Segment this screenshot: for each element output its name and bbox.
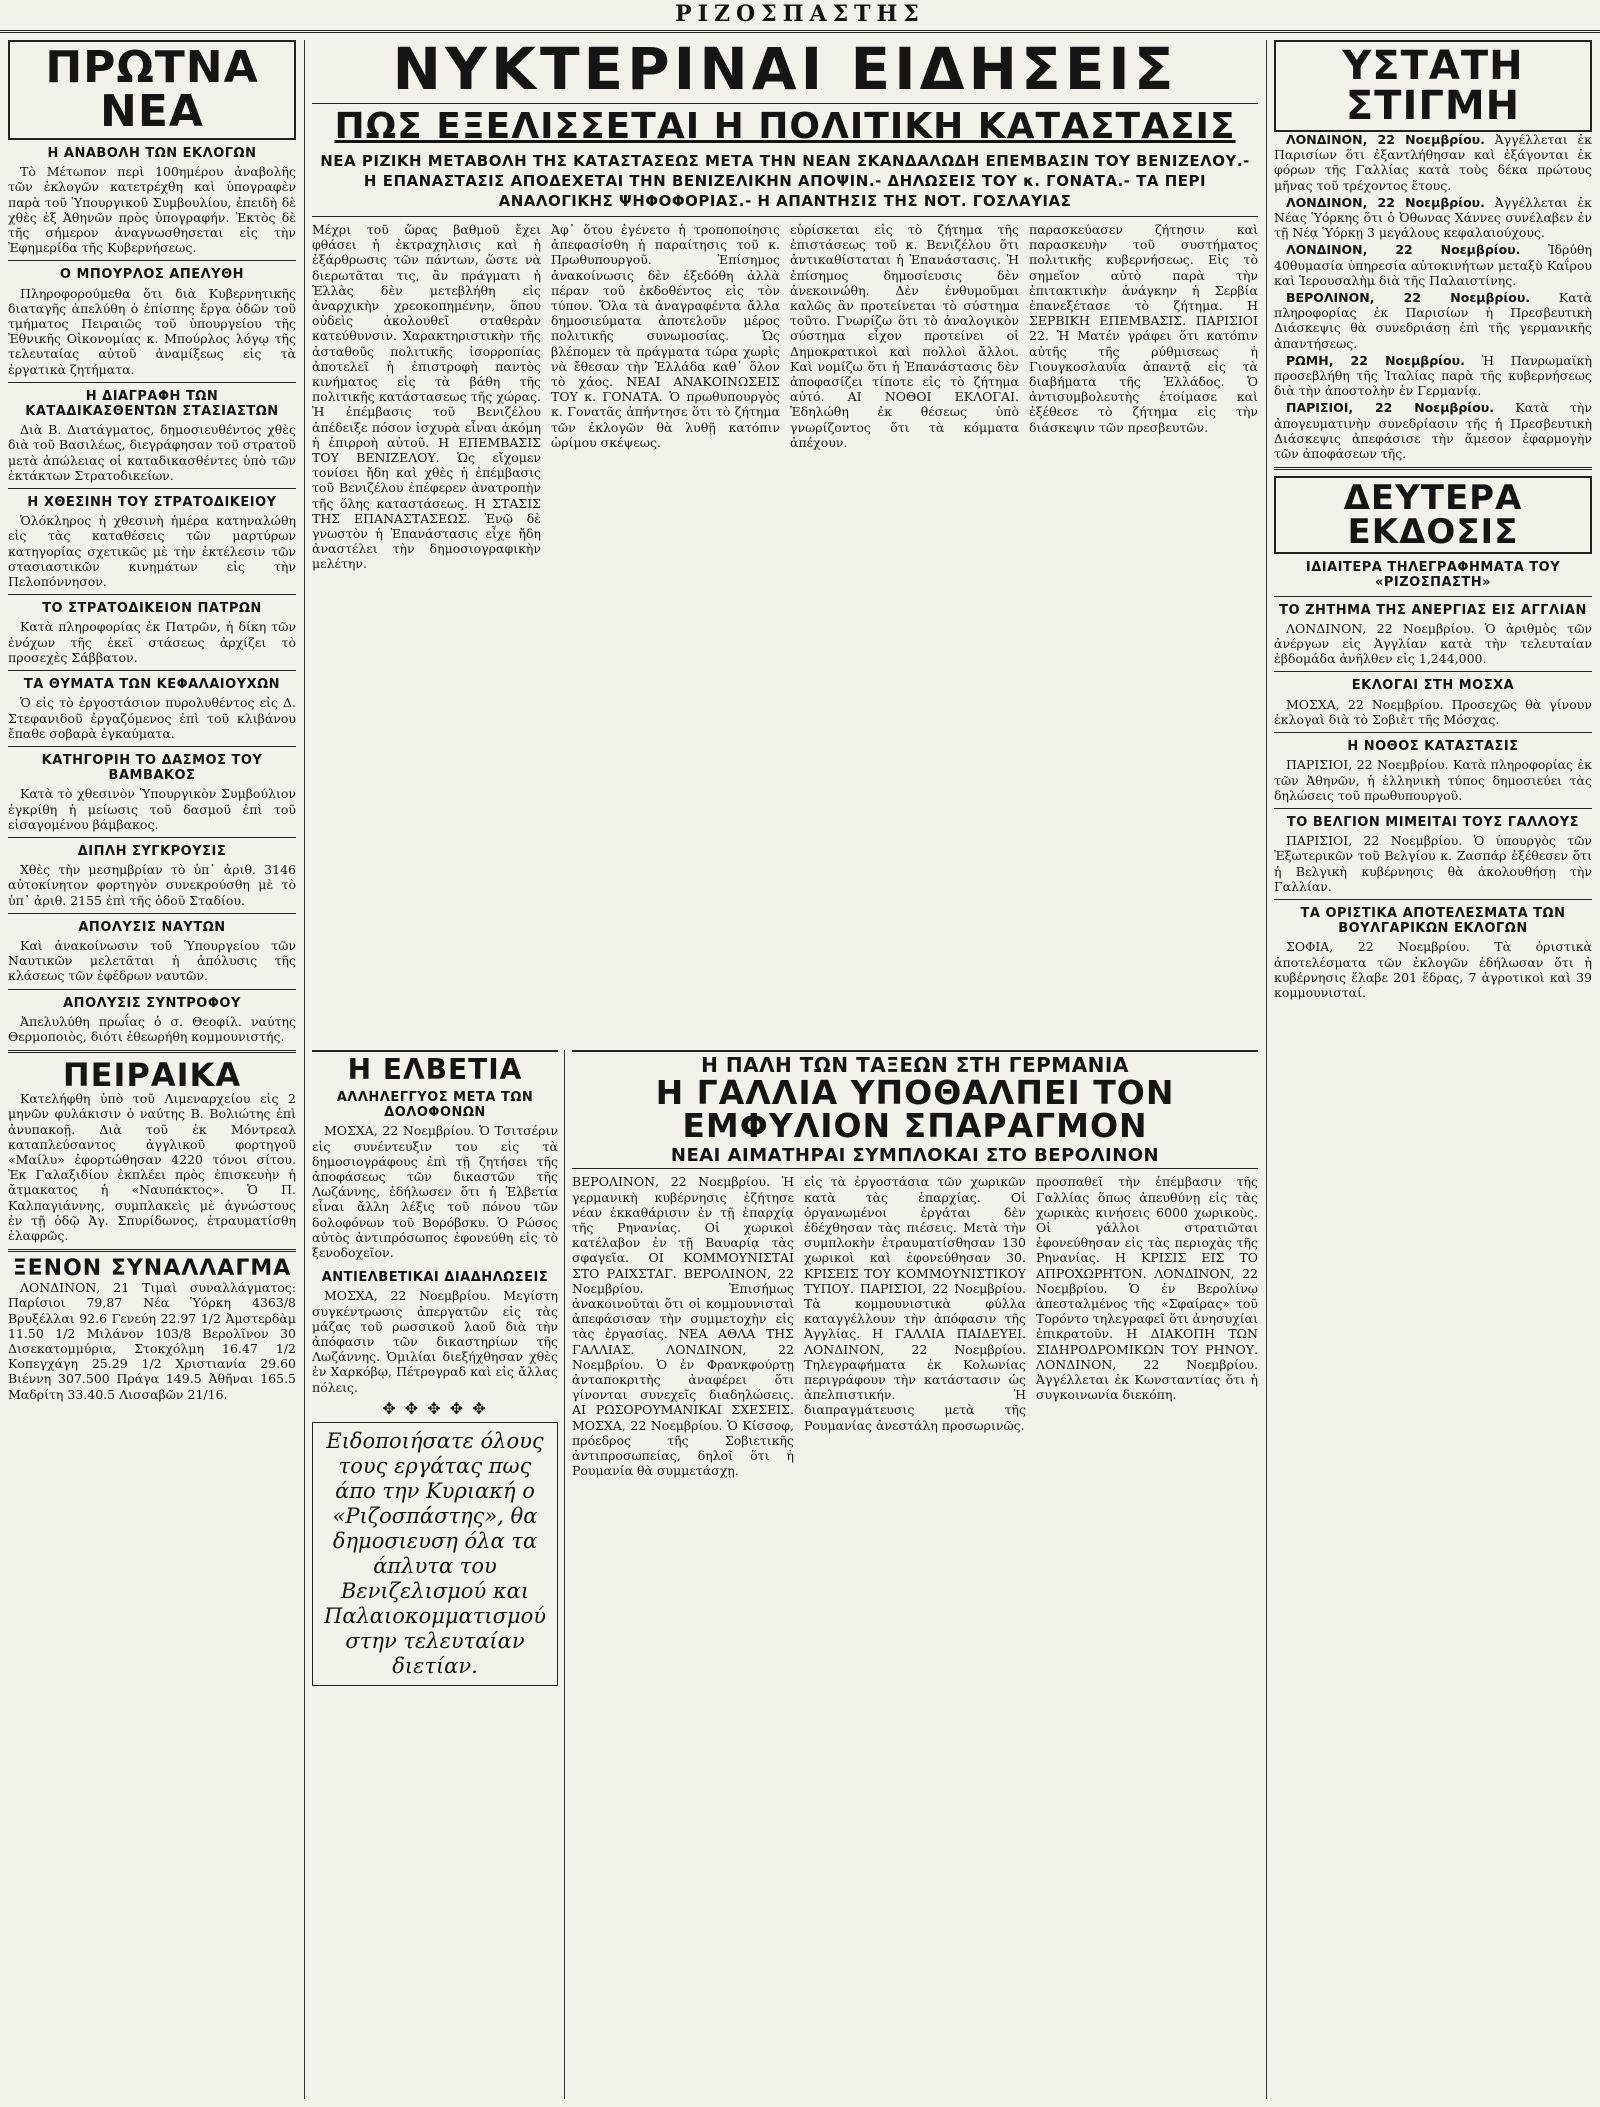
news-dateline: ΠΑΡΙΣΙΟΙ, 22 Νοεμβρίου. xyxy=(1286,400,1494,416)
section-head: ΑΠΟΛΥΣΙΣ ΝΑΥΤΩΝ xyxy=(78,919,226,935)
deutera-item-head: ΤΟ ΖΗΤΗΜΑ ΤΗΣ ΑΝΕΡΓΙΑΣ ΕΙΣ ΑΓΓΛΙΑΝ xyxy=(1279,602,1587,618)
section-body: Κατὰ τὸ χθεσινὸν Ὑπουργικὸν Συμβούλιον ἐγκρίθη ἡ μείωσις τοῦ δασμοῦ ἐπὶ τοῦ εἰσαγομένου βάμβακος. xyxy=(8,786,296,832)
ornament: ✥ ✥ ✥ ✥ ✥ xyxy=(382,1398,488,1418)
divider xyxy=(8,1050,296,1053)
deutera-item-head: ΤΑ ΟΡΙΣΤΙΚΑ ΑΠΟΤΕΛΕΣΜΑΤΑ ΤΩΝ ΒΟΥΛΓΑΡΙΚΩΝ ΕΚΛΟΓΩΝ xyxy=(1300,905,1566,937)
divider xyxy=(8,594,296,595)
section-body: Πληροφορούμεθα ὅτι διὰ Κυβερνητικῆς διαταγῆς ἀπελύθη ὁ ἐπίσπης ἔργα ὁδῶν τοῦ τμήματος Πειραιῶς τοῦ ὑπουργείου τῆς Ἐθνικῆς Οἰκονομίας κ. Μπούρλος λόγῳ τῆς τελευταίας αὐτοῦ ἀναμίξεως εἰς τὰ ἐργατικὰ ζητήματα. xyxy=(8,285,296,377)
divider xyxy=(8,837,296,838)
germania-kicker: Η ΠΑΛΗ ΤΩΝ ΤΑΞΕΩΝ ΣΤΗ ΓΕΡΜΑΝΙΑ xyxy=(701,1053,1129,1077)
divider xyxy=(8,670,296,671)
appeal-box: Ειδοποιήσατε όλους τους εργάτας πως άπο την Κυριακή ο «Ριζοσπάστης», θα δημοσιευση όλα τα άπλυτα του Βενιζελισμού και Παλαιοκομματισμού στην τελευταίαν διετίαν. xyxy=(312,1422,558,1686)
germania-col-2: εἰς τὰ ἐργοστάσια τῶν χωρικῶν κατὰ τὰς ἐπαρχίας. Οἱ ὀργανωμένοι ἐργάται δὲν ἐδέχθησαν τὰς πιέσεις. Μετὰ τὴν συμπλοκὴν ἐτραυματίσθησαν 130 χωρικοὶ καὶ ἐφονεύθησαν 30. ΚΡΙΣΕΙΣ ΤΟΥ ΚΟΜΜΟΥΝΙΣΤΙΚΟΥ ΤΥΠΟΥ. ΠΑΡΙΣΙΟΙ, 22 Νοεμβρίου. Τὰ κομμουνιστικὰ φύλλα καταγγέλλουν τὴν ἀπόφασιν τῆς Ἀγγλίας. Η ΓΑΛΛΙΑ ΠΑΙΔΕΥΕΙ. ΛΟΝΔΙΝΟΝ, 22 Νοεμβρίου. Τηλεγραφήματα ἐκ Κολωνίας περιγράφουν τὴν κατάστασιν ὡς ἀπελπιστικήν. Ἡ διαπραγμάτευσις μετὰ τῆς Ρουμανίας ἀνεστάλη προσωρινῶς. xyxy=(804,1174,1026,1433)
germania-headline: Η ΓΑΛΛΙΑ ΥΠΟΘΑΛΠΕΙ ΤΟΝ ΕΜΦΥΛΙΟΝ ΣΠΑΡΑΓΜΟΝ xyxy=(655,1073,1175,1146)
news-dateline: ΛΟΝΔΙΝΟΝ, 22 Νοεμβρίου. xyxy=(1286,242,1521,258)
divider xyxy=(8,488,296,489)
divider xyxy=(1274,732,1592,733)
news-item xyxy=(1274,195,1592,241)
divider xyxy=(572,1168,1258,1169)
divider xyxy=(8,989,296,990)
antieb-body: ΜΟΣΧΑ, 22 Νοεμβρίου. Μεγίστη συγκέντρωσις ἀπεργατῶν εἰς τὰς μάζας τοῦ ρωσσικοῦ λαοῦ διὰ τὴν ἀπόφασιν τῶν δικαστηρίων τῆς Λωζάννης. Ὁμιλίαι διεξήχθησαν χθὲς ἐν Χαρκόβῳ, Πέτρογραδ καὶ εἰς ἄλλας πόλεις. xyxy=(312,1288,558,1395)
divider xyxy=(312,103,1258,104)
deutera-item-head: Η ΝΟΘΟΣ ΚΑΤΑΣΤΑΣΙΣ xyxy=(1347,739,1519,755)
xenon-title: ΞΕΝΟΝ ΣΥΝΑΛΛΑΓΜΑ xyxy=(12,1256,292,1282)
divider xyxy=(8,746,296,747)
divider xyxy=(1274,596,1592,597)
section-head: ΑΠΟΛΥΣΙΣ ΣΥΝΤΡΟΦΟΥ xyxy=(63,995,241,1011)
headline-deck: ΝΕΑ ΡΙΖΙΚΗ ΜΕΤΑΒΟΛΗ ΤΗΣ ΚΑΤΑΣΤΑΣΕΩΣ ΜΕΤΑ ΤΗΝ ΝΕΑΝ ΣΚΑΝΔΑΛΩΔΗ ΕΠΕΜΒΑΣΙΝ ΤΟΥ ΒΕΝΙΖΕΛΟΥ.- Η ΕΠΑΝΑΣΤΑΣΙΣ ΑΠΟΔΕΧΕΤΑΙ ΤΗΝ ΒΕΝΙΖΕΛΙΚΗΝ ΑΠΟΨΙΝ.- ΔΗΛΩΣΕΙΣ ΤΟΥ κ. ΓΟΝΑΤΑ.- ΤΑ ΠΕΡΙ ΑΝΑΛΟΓΙΚΗΣ ΨΗΦΟΦΟΡΙΑΣ.- Η ΑΠΑΝΤΗΣΙΣ ΤΗΣ ΝΟΤ. ΓΟΣΛΑΥΙΑΣ xyxy=(320,152,1250,210)
center-top xyxy=(312,40,1258,1042)
deutera-item-body: ΠΑΡΙΣΙΟΙ, 22 Νοεμβρίου. Κατὰ πληροφορίας ἐκ τῶν Ἀθηνῶν, ἡ ἑλληνικὴ τύπος δημοσιεύει τὰς δηλώσεις τοῦ πρωθυπουργοῦ. xyxy=(1274,757,1592,803)
section-head: ΤΟ ΣΤΡΑΤΟΔΙΚΕΙΟΝ ΠΑΤΡΩΝ xyxy=(42,601,262,617)
left-sections xyxy=(8,146,296,1044)
section-body: Χθὲς τὴν μεσημβρίαν τὸ ὑπ᾽ ἀριθ. 3146 αὐτοκίνητον φορτηγὸν συνεκρούσθη μὲ τὸ ὑπ᾽ ἀριθ. 2155 ἐπὶ τῆς ὁδοῦ Σταδίου. xyxy=(8,862,296,908)
article-col-1: Μέχρι τοῦ ὥρας βαθμοῦ ἔχει φθάσει ἡ ἐκτραχηλισις καὶ ἡ ἐξάρθρωσις τῶν πάντων, ὥστε νὰ διερωτᾶται τις, ἂν πράγματι ἡ Ἑλλὰς δὲν μετεβλήθη εἰς ἀναρχικὴν χρεοκοπημένην, ὅπου οὐδεὶς ἀκολουθεῖ σταθερὰν κατεύθυνσιν. Χαρακτηριστικὴν τῆς ἀσταθοῦς πολιτικῆς ἰσορροπίας ἀποτελεῖ ἡ ἐπιστροφὴ παντὸς κινήματος εἰς τὰ βάθη τῆς πολιτικῆς κατάστασεως τῆς χώρας. Ἡ ἐπέμβασις τοῦ Βενιζέλου ἀπέδειξε πόσον ἰσχυρὰ εἶναι ἀκόμη ἡ ἐπιρροὴ αὐτοῦ. Η ΕΠΕΜΒΑΣΙΣ ΤΟΥ ΒΕΝΙΖΕΛΟΥ. Ὡς εἴχομεν τονίσει ἤδη καὶ χθὲς ἡ ἐπέμβασις τοῦ Βενιζέλου ἐπέφερεν ἀνατροπὴν τῆς ὅλης καταστάσεως. Η ΣΤΑΣΙΣ ΤΗΣ ΕΠΑΝΑΣΤΑΣΕΩΣ. Ἐνῷ δὲ γνωστὸν ἡ Ἐπανάστασις εἶχε ἤδη ἀναστέλει τὴν δημοσιογραφικὴν μελέτην. xyxy=(312,222,541,572)
news-item xyxy=(1274,400,1592,461)
section-body: Διὰ Β. Διατάγματος, δημοσιευθέντος χθὲς διὰ τοῦ Βασιλέως, διεγράφησαν τοῦ στρατοῦ μετὰ ἀπώλειας οἱ καταδικασθέντες ὑπὸ τῶν ἐκτάκτων Στρατοδικείων. xyxy=(8,422,296,483)
news-item xyxy=(1274,290,1592,351)
news-body: Ἡ Πανρωμαϊκὴ προσεβλήθη τῆς Ἰταλίας παρὰ τῆς κυβερνήσεως διὰ τὴν ἀποστολὴν ἐν Γερμανίᾳ. xyxy=(1274,352,1592,399)
divider xyxy=(8,1249,296,1252)
article-columns xyxy=(312,222,1258,1002)
divider xyxy=(1274,808,1592,809)
section-head: Ο ΜΠΟΥΡΛΟΣ ΑΠΕΛΥΘΗ xyxy=(59,267,245,283)
section-body: Κατὰ πληροφορίας ἐκ Πατρῶν, ἡ δίκη τῶν ἐνόχων τῆς ἐκεῖ στάσεως ἀρχίζει τὸ προσεχὲς Σάββατον. xyxy=(8,619,296,665)
divider xyxy=(8,260,296,261)
section-body: Ὁλόκληρος ἡ χθεσινὴ ἡμέρα κατηναλώθη εἰς τὰς καταθέσεις τῶν μαρτύρων κατηγορίας σχετικῶς μὲ τὴν ἐκτέλεσιν τῶν στασιαστικῶν κινημάτων εἰς τὴν Πελοπόννησον. xyxy=(8,513,296,590)
section-head: ΔΙΠΛΗ ΣΥΓΚΡΟΥΣΙΣ xyxy=(77,843,227,859)
deutera-item-body: ΠΑΡΙΣΙΟΙ, 22 Νοεμβρίου. Ὁ ὑπουργὸς τῶν Ἐξωτερικῶν τοῦ Βελγίου κ. Ζασπάρ ἐξέθεσεν ὅτι ἡ Βελγικὴ κυβέρνησις θὰ ἀκολουθήσῃ τὴν Γαλλίαν. xyxy=(1274,833,1592,894)
right-items xyxy=(1274,132,1592,461)
headline-main: ΝΥΚΤΕΡΙΝΑΙ ΕΙΔΗΣΕΙΣ xyxy=(392,40,1178,103)
news-body: Ἀγγέλλεται ἐκ Νέας Ὑόρκης ὅτι ὁ Ὀθωνας Χάννες συνέλαβεν ἐν τῇ Νέᾳ Ὑόρκῃ 3 μεγάλους κεφαλαιούχους. xyxy=(1274,194,1592,241)
deutera-item-body: ΜΟΣΧΑ, 22 Νοεμβρίου. Προσεχῶς θὰ γίνουν ἐκλογαὶ διὰ τὸ Σοβιὲτ τῆς Μόσχας. xyxy=(1274,696,1592,727)
section-head: ΤΑ ΘΥΜΑΤΑ ΤΩΝ ΚΕΦΑΛΑΙΟΥΧΩΝ xyxy=(23,677,281,693)
news-item xyxy=(1274,353,1592,399)
masthead: ΡΙΖΟΣΠΑΣΤΗΣ xyxy=(0,0,1600,33)
divider xyxy=(1274,671,1592,672)
news-body: Ἰδρύθη 40θυμασία ὑπηρεσία αὐτοκινήτων μεταξὺ Καΐρου καὶ Ἱερουσαλὴμ διὰ τῆς Παλαιστίνης. xyxy=(1274,242,1592,288)
news-dateline: ΛΟΝΔΙΝΟΝ, 22 Νοεμβρίου. xyxy=(1286,132,1485,147)
deutera-item-head: ΤΟ ΒΕΛΓΙΟΝ ΜΙΜΕΙΤΑΙ ΤΟΥΣ ΓΑΛΛΟΥΣ xyxy=(1286,814,1580,830)
left-column xyxy=(8,40,296,2100)
section-head: Η ΔΙΑΓΡΑΦΗ ΤΩΝ ΚΑΤΑΔΙΚΑΣΘΕΝΤΩΝ ΣΤΑΣΙΑΣΤΩΝ xyxy=(25,388,279,420)
news-body: Κατὰ τὴν ἀπογευματινὴν συνεδρίασιν τῆς ἡ Πρεσβευτικὴ Διάσκεψις ἀπεφάσισε τὴν ἄμεσον ἐφαρμογὴν τῶν ἀποφάσεων τῆς. xyxy=(1274,400,1592,462)
left-title: ΠΡΩΤΝΑ ΝΕΑ xyxy=(8,40,296,140)
section-body: Ἀπελυλύθη πρωΐας ὁ σ. Θεοφίλ. ναύτης Θερμοποιὸς, διότι ἐθεωρήθη κομμουνιστής. xyxy=(8,1013,296,1044)
section-body: Ὁ εἰς τὸ ἐργοστάσιον πυρολυθέντος εἰς Δ. Στεφανιδοῦ ἐργαζόμενος ἐπὶ τοῦ κλιβάνου ἔπαθε σοβαρὰ ἐγκαύματα. xyxy=(8,695,296,741)
article-col-3: εὑρίσκεται εἰς τὸ ζήτημα τῆς ἐπιστάσεως τοῦ κ. Βενιζέλου ὅτι ἀντικαθίσταται ἡ Ἐπανάστασις. Ἡ ἐπίσημος δημοσίευσις δὲν ἀνεκοινώθη. Δὲν ἐνθυμοῦμαι καλῶς ἂν προτείνεται τὸ σύστημα τοῦτο. Γνωρίζω ὅτι τὸ ἀναλογικὸν σύστημα εἶχον προτείνει οἱ Δημοκρατικοὶ καὶ πολλοὶ ἄλλοι. Καὶ νομίζω ὅτι ἡ Ἐπανάστασις δὲν ἀποφασίζει τίποτε εἰς τὸ ζήτημα αὐτό. ΑΙ ΝΟΘΟΙ ΕΚΛΟΓΑΙ. Ἐδηλώθη ἐκ θέσεως ὑπὸ γνωρίζοντος ὅτι τὰ κόμματα ἀπέχουν. xyxy=(790,222,1019,450)
section-body: Καὶ ἀνακοίνωσιν τοῦ Ὑπουργείου τῶν Ναυτικῶν μελετᾶται ἡ ἀπόλυσις τῆς κλάσεως τῶν ἐφέδρων ναυτῶν. xyxy=(8,937,296,984)
section-head: Η ΑΝΑΒΟΛΗ ΤΩΝ ΕΚΛΟΓΩΝ xyxy=(47,146,257,161)
deutera-item-head: ΕΚΛΟΓΑΙ ΣΤΗ ΜΟΣΧΑ xyxy=(1351,678,1515,694)
news-item xyxy=(1274,242,1592,288)
right-column xyxy=(1274,40,1592,2100)
divider xyxy=(312,216,1258,217)
germania-section xyxy=(572,1050,1258,2102)
news-body: Ἀγγέλλεται ἐκ Παρισίων ὅτι ἐξαντλήθησαν καὶ ἐξάγονται ἐκ φόρων τῆς Γαλλίας κατὰ τοὺς δέκα πρώτους μῆνας τοῦ τρέχοντος ἔτους. xyxy=(1274,132,1592,193)
peiraika-title: ΠΕΙΡΑΙΚΑ xyxy=(62,1056,242,1095)
news-dateline: ΒΕΡΟΛΙΝΟΝ, 22 Νοεμβρίου. xyxy=(1286,290,1531,306)
divider xyxy=(1274,899,1592,900)
news-body: Κατὰ πληροφορίας ἐκ Παρισίων ἡ Πρεσβευτικὴ Διάσκεψις θὰ συνεδριάσῃ ἐπὶ τῆς γερμανικῆς ἀπαντήσεως. xyxy=(1274,290,1592,351)
deutera-items xyxy=(1274,596,1592,1000)
peiraika-body: Κατελήφθη ὑπὸ τοῦ Λιμεναρχείου εἰς 2 μηνῶν φυλάκισιν ὁ ναύτης Β. Βολιώτης ἐπὶ ἀνυπακοῇ. Διὰ τοῦ ἐκ Μόντρεαλ καταπλεύσαντος ἀγγλικοῦ φορτηγοῦ «Μαίλυ» ἐφορτώθησαν 4220 τόνοι σίτου. Ἐκ Γαλαξιδίου ἐκπλέει πρὸς ἐπισκευὴν ἡ ἄτμακατος ἡ «Ναυπάκτος». Ὁ Π. Καλπαγιάννης, συμπλακεὶς μὲ ἀγνώστους ἐν τῇ ὁδῷ Ἀγ. Σπυρίδωνος, ἐτραυματίσθη ἐλαφρῶς. xyxy=(8,1091,296,1243)
elvetia-column xyxy=(312,1050,558,2102)
elvetia-subtitle: ΑΛΛΗΛΕΓΓΥΟΣ ΜΕΤΑ ΤΩΝ ΔΟΛΟΦΟΝΩΝ xyxy=(336,1090,534,1121)
section-body: Τὸ Μέτωπον περὶ 100ημέρου ἀναβολῆς τῶν ἐκλογῶν κατετρέχθη καὶ ὑπογραφὲν παρὰ τοῦ Ὑπουργικοῦ Συμβουλίου, ἐπειδὴ δὲ χθὲς ἐξ Ἀθηνῶν πρὸς ὑπογραφήν. Ἐκτὸς δὲ τῆς σήμερον ἀναγνωσθησεται εἰς τὴν Ἐφημερίδα τῆς Κυβερνήσεως. xyxy=(8,164,296,256)
deutera-item-body: ΣΟΦΙΑ, 22 Νοεμβρίου. Τὰ ὁριστικὰ ἀποτελέσματα τῶν ἐκλογῶν ἐδήλωσαν ὅτι ἡ κυβέρνησις ἔλαβε 201 ἕδρας, 7 ἀγροτικοὶ καὶ 39 κομμουνισταί. xyxy=(1274,939,1592,1000)
xenon-body: ΛΟΝΔΙΝΟΝ, 21 Τιμαὶ συναλλάγματος: Παρίσιοι 79,87 Νέα Ὑόρκη 4363/8 Βρυξέλλαι 92.6 Γενεύη 22.97 1/2 Ἀμστερδὰμ 11.50 1/2 Μιλάνον 103/8 Βερολῖνον 30 Δισεκατομμύρια, Στοκχόλμη 16.47 1/2 Κοπεγχάγη 25.29 1/2 Χριστιανία 29.60 Βιέννη 307.500 Πράγα 149.5 Ἀθῆναι 165.5 Μαδρίτη 33.40.5 Λισσαβῶν 21/16. xyxy=(8,1280,296,1402)
column-rule xyxy=(304,40,305,2099)
right-title: ΥΣΤΑΤΗ ΣΤΙΓΜΗ xyxy=(1274,40,1592,132)
news-dateline: ΡΩΜΗ, 22 Νοεμβρίου. xyxy=(1286,352,1465,368)
article-col-2: Ἀφ᾽ ὅτου ἐγένετο ἡ τροποποίησις ἀπεφασίσθη ἡ παραίτησις τοῦ κ. Πρωθυπουργοῦ. Ἐπίσημος ἀνακοίνωσις δὲν ἐξεδόθη ἀλλὰ πέραν τοῦ ἐκδοθέντος εἰς τὸν τύπον. Ὅλα τὰ ἀναγραφέντα ἄλλα δημοσιεύματα ἀποτελοῦν μέρος πολιτικῆς συνωμοσίας. Ὡς βλέπομεν τὰ πράγματα τώρα χωρὶς νὰ ἔθεσαν τὴν Ἑλλάδα καθ᾽ ὅλον τὸ χάος. ΝΕΑΙ ΑΝΑΚΟΙΝΩΣΕΙΣ ΤΟΥ κ. ΓΟΝΑΤΑ. Ὁ πρωθυπουργὸς κ. Γονατᾶς ἀπήντησε ὅτι τὸ ζήτημα τῶν ἐκλογῶν θὰ λυθῇ κατόπιν ὡρίμου σκέψεως. xyxy=(551,222,780,450)
divider xyxy=(1274,467,1592,470)
germania-col-3: προσπαθεῖ τὴν ἐπέμβασιν τῆς Γαλλίας ὅπως ἀπευθύνῃ εἰς τὰς χωρικὰς κινήσεις 6000 χωρικοὺς. Οἱ γάλλοι στρατιῶται ἐφονεύθησαν εἰς τὰς περιοχὰς τῆς Ρηνανίας. Η ΚΡΙΣΙΣ ΕΙΣ ΤΟ ΑΠΡΟΧΩΡΗΤΟΝ. ΛΟΝΔΙΝΟΝ, 22 Νοεμβρίου. Ὁ ἐν Βερολίνῳ ἀπεσταλμένος τῆς «Σφαίρας» τοῦ Τορόντο τηλεγραφεῖ ὅτι ἀνησυχίαι ἐπικρατοῦν. Η ΔΙΑΚΟΠΗ ΤΩΝ ΣΙΔΗΡΟΔΡΟΜΙΚΩΝ ΤΟΥ ΡΗΝΟΥ. ΛΟΝΔΙΝΟΝ, 22 Νοεμβρίου. Ἀγγέλλεται ἐκ Κωνσταντίας ὅτι ἡ συγκοινωνία διεκόπη. xyxy=(1036,1174,1258,1403)
divider xyxy=(8,382,296,383)
deutera-title: ΔΕΥΤΕΡΑ ΕΚΔΟΣΙΣ xyxy=(1274,476,1592,554)
section-head: ΚΑΤΗΓΟΡΙΗ ΤΟ ΔΑΣΜΟΣ ΤΟΥ ΒΑΜΒΑΚΟΣ xyxy=(41,752,263,784)
divider xyxy=(8,913,296,914)
germania-subhead: ΝΕΑΙ ΑΙΜΑΤΗΡΑΙ ΣΥΜΠΛΟΚΑΙ ΣΤΟ ΒΕΡΟΛΙΝΟΝ xyxy=(670,1145,1160,1167)
news-dateline: ΛΟΝΔΙΝΟΝ, 22 Νοεμβρίου. xyxy=(1286,194,1485,210)
column-rule xyxy=(564,1050,565,2099)
antieb-title: ΑΝΤΙΕΛΒΕΤΙΚΑΙ ΔΙΑΔΗΛΩΣΕΙΣ xyxy=(321,1270,549,1286)
section-head: Η ΧΘΕΣΙΝΗ ΤΟΥ ΣΤΡΑΤΟΔΙΚΕΙΟΥ xyxy=(27,495,277,511)
column-rule xyxy=(1266,40,1267,2099)
germania-columns xyxy=(572,1174,1258,2074)
article-col-4: παρασκεύασεν ζήτησιν καὶ παρασκευὴν τοῦ συστήματος πολιτικῆς κυβερνήσεως. Εἰς τὸ σημεῖον αὐτὸ παρὰ τὴν ἐπιτακτικὴν ἀνάγκην ἡ Σερβία ἐπανεξέτασε τὸ ζήτημα. Η ΣΕΡΒΙΚΗ ΕΠΕΜΒΑΣΙΣ. ΠΑΡΙΣΙΟΙ 22. Ἡ Ματέν γράφει ὅτι κατόπιν αὐτῆς τῆς ρύθμισεως ἡ Γιουγκοσλαυΐα ἀπαντᾷ εἰς τὰ διαβήματα τῆς Ἑλλάδος. Ὁ ἀντισυμβολευτὴς ἐτοίμασε καὶ ἐξέθεσε τὸ ζήτημα εἰς τὴν διάσκεψιν τῶν πρεσβευτῶν. xyxy=(1029,222,1258,435)
news-item xyxy=(1274,132,1592,193)
deutera-item-body: ΛΟΝΔΙΝΟΝ, 22 Νοεμβρίου. Ὁ ἀριθμὸς τῶν ἀνέργων εἰς Ἀγγλίαν κατὰ τὴν τελευταίαν ἑβδομάδα ἀνῆλθεν εἰς 1,244,000. xyxy=(1274,620,1592,667)
germania-col-1: ΒΕΡΟΛΙΝΟΝ, 22 Νοεμβρίου. Ἡ γερμανικὴ κυβέρνησις ἐζήτησε νέαν ἐκκαθάρισιν ἐν τῇ ἐπαρχίᾳ τῆς Ρηνανίας. Οἱ χωρικοὶ κατέλαβον ἐν τῇ Βαυαρίᾳ τὰς σφαγεῖα. ΟΙ ΚΟΜΜΟΥΝΙΣΤΑΙ ΣΤΟ ΡΑΙΧΣΤΑΓ. ΒΕΡΟΛΙΝΟΝ, 22 Νοεμβρίου. Ἐπισήμως ἀνακοινοῦται ὅτι οἱ κομμουνισταὶ ἀπεφάσισαν τὴν συμμετοχὴν εἰς τὰς ἐργασίας. ΝΕΑ ΑΘΛΑ ΤΗΣ ΓΑΛΛΙΑΣ. ΛΟΝΔΙΝΟΝ, 22 Νοεμβρίου. Ὁ ἐν Φρανκφούρτῃ ἀνταποκριτὴς ἀναφέρει ὅτι γίνονται συνεχεῖς διαδηλώσεις. ΑΙ ΡΩΣΟΡΟΥΜΑΝΙΚΑΙ ΣΧΕΣΕΙΣ. ΜΟΣΧΑ, 22 Νοεμβρίου. Ὁ Κίσσοφ, πρόεδρος τῆς Σοβιετικῆς ἀντιπροσωπείας, δηλοῖ ὅτι ἡ Ρουμανία θὰ συμμετάσχῃ. xyxy=(572,1174,794,1479)
elvetia-body: ΜΟΣΧΑ, 22 Νοεμβρίου. Ὁ Τσιτσέριν εἰς συνέντευξιν του εἰς τὰ δημοσιογράφους ἐπὶ τῇ ζητήσει τῆς ἀποφάσεως τῶν δικαστῶν τῆς Λωζάννης, ἐδήλωσεν ὅτι ἡ Ἑλβετία εἶναι ἄλλη λέξις τοῦ πόνου τῶν δολοφόνων τοῦ Βορόβσκυ. Ὁ Ρώσος αὐτὸς ἀντιπρόσωπος ἐφονεύθη εἰς τὸ ξενοδοχεῖον. xyxy=(312,1123,558,1261)
elvetia-title: Η ΕΛΒΕΤΙΑ xyxy=(347,1053,523,1086)
deutera-subtitle: ΙΔΙΑΙΤΕΡΑ ΤΗΛΕΓΡΑΦΗΜΑΤΑ ΤΟΥ «ΡΙΖΟΣΠΑΣΤΗ» xyxy=(1305,560,1561,591)
headline-secondary: ΠΩΣ ΕΞΕΛΙΣΣΕΤΑΙ Η ΠΟΛΙΤΙΚΗ ΚΑΤΑΣΤΑΣΙΣ xyxy=(334,106,1236,147)
